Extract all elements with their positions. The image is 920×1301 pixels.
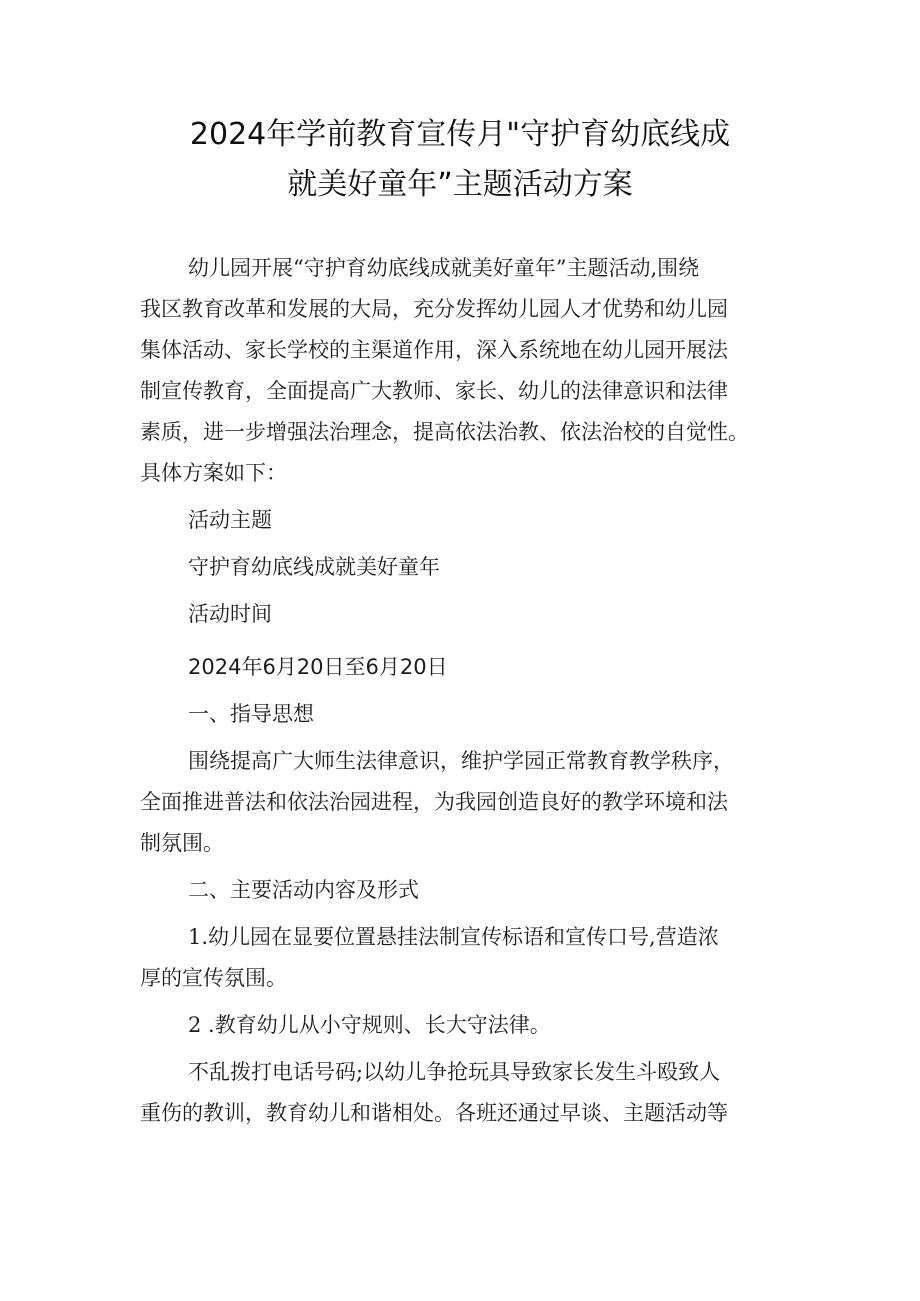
- item2-detail-line-1: 不乱拨打电话号码;以幼儿争抢玩具导致家长发生斗殴致人: [188, 1060, 721, 1084]
- section1-line-1: 围绕提高广大师生法律意识，维护学园正常教育教学秩序，: [188, 749, 734, 773]
- document-body: [140, 248, 800, 1134]
- intro-line-5: 素质，进一步增强法治理念，提高依法治教、依法治校的自觉性。: [140, 420, 749, 444]
- item2-line: 2 .教育幼儿从小守规则、长大守法律。: [188, 1013, 551, 1037]
- item1-line-2: 厚的宣传氛围。: [140, 966, 287, 990]
- intro-line-6: 具体方案如下：: [140, 461, 287, 485]
- section1-heading: 一、指导思想: [188, 702, 314, 726]
- intro-line-3: 集体活动、家长学校的主渠道作用，深入系统地在幼儿园开展法: [140, 338, 728, 362]
- section2-heading: 二、主要活动内容及形式: [188, 878, 419, 902]
- theme-heading: 活动主题: [188, 508, 272, 532]
- item2-detail-line-2: 重伤的教训，教育幼儿和谐相处。各班还通过早谈、主题活动等: [140, 1101, 728, 1125]
- time-heading: 活动时间: [188, 602, 272, 626]
- item1-line-1: 1.幼儿园在显要位置悬挂法制宣传标语和宣传口号,营造浓: [188, 925, 719, 949]
- document-title-line-1: 2024年学前教育宣传月"守护育幼底线成: [189, 117, 731, 152]
- time-value: 2024年6月20日至6月20日: [188, 655, 448, 679]
- theme-value: 守护育幼底线成就美好童年: [188, 555, 440, 579]
- intro-line-2: 我区教育改革和发展的大局，充分发挥幼儿园人才优势和幼儿园: [140, 297, 728, 321]
- intro-line-1: 幼儿园开展“守护育幼底线成就美好童年”主题活动,围绕: [188, 256, 700, 280]
- document-title-line-2: 就美好童年”主题活动方案: [287, 167, 633, 202]
- section1-line-2: 全面推进普法和依法治园进程，为我园创造良好的教学环境和法: [140, 790, 728, 814]
- section1-line-3: 制氛围。: [140, 831, 224, 855]
- intro-line-4: 制宣传教育，全面提高广大教师、家长、幼儿的法律意识和法律: [140, 379, 728, 403]
